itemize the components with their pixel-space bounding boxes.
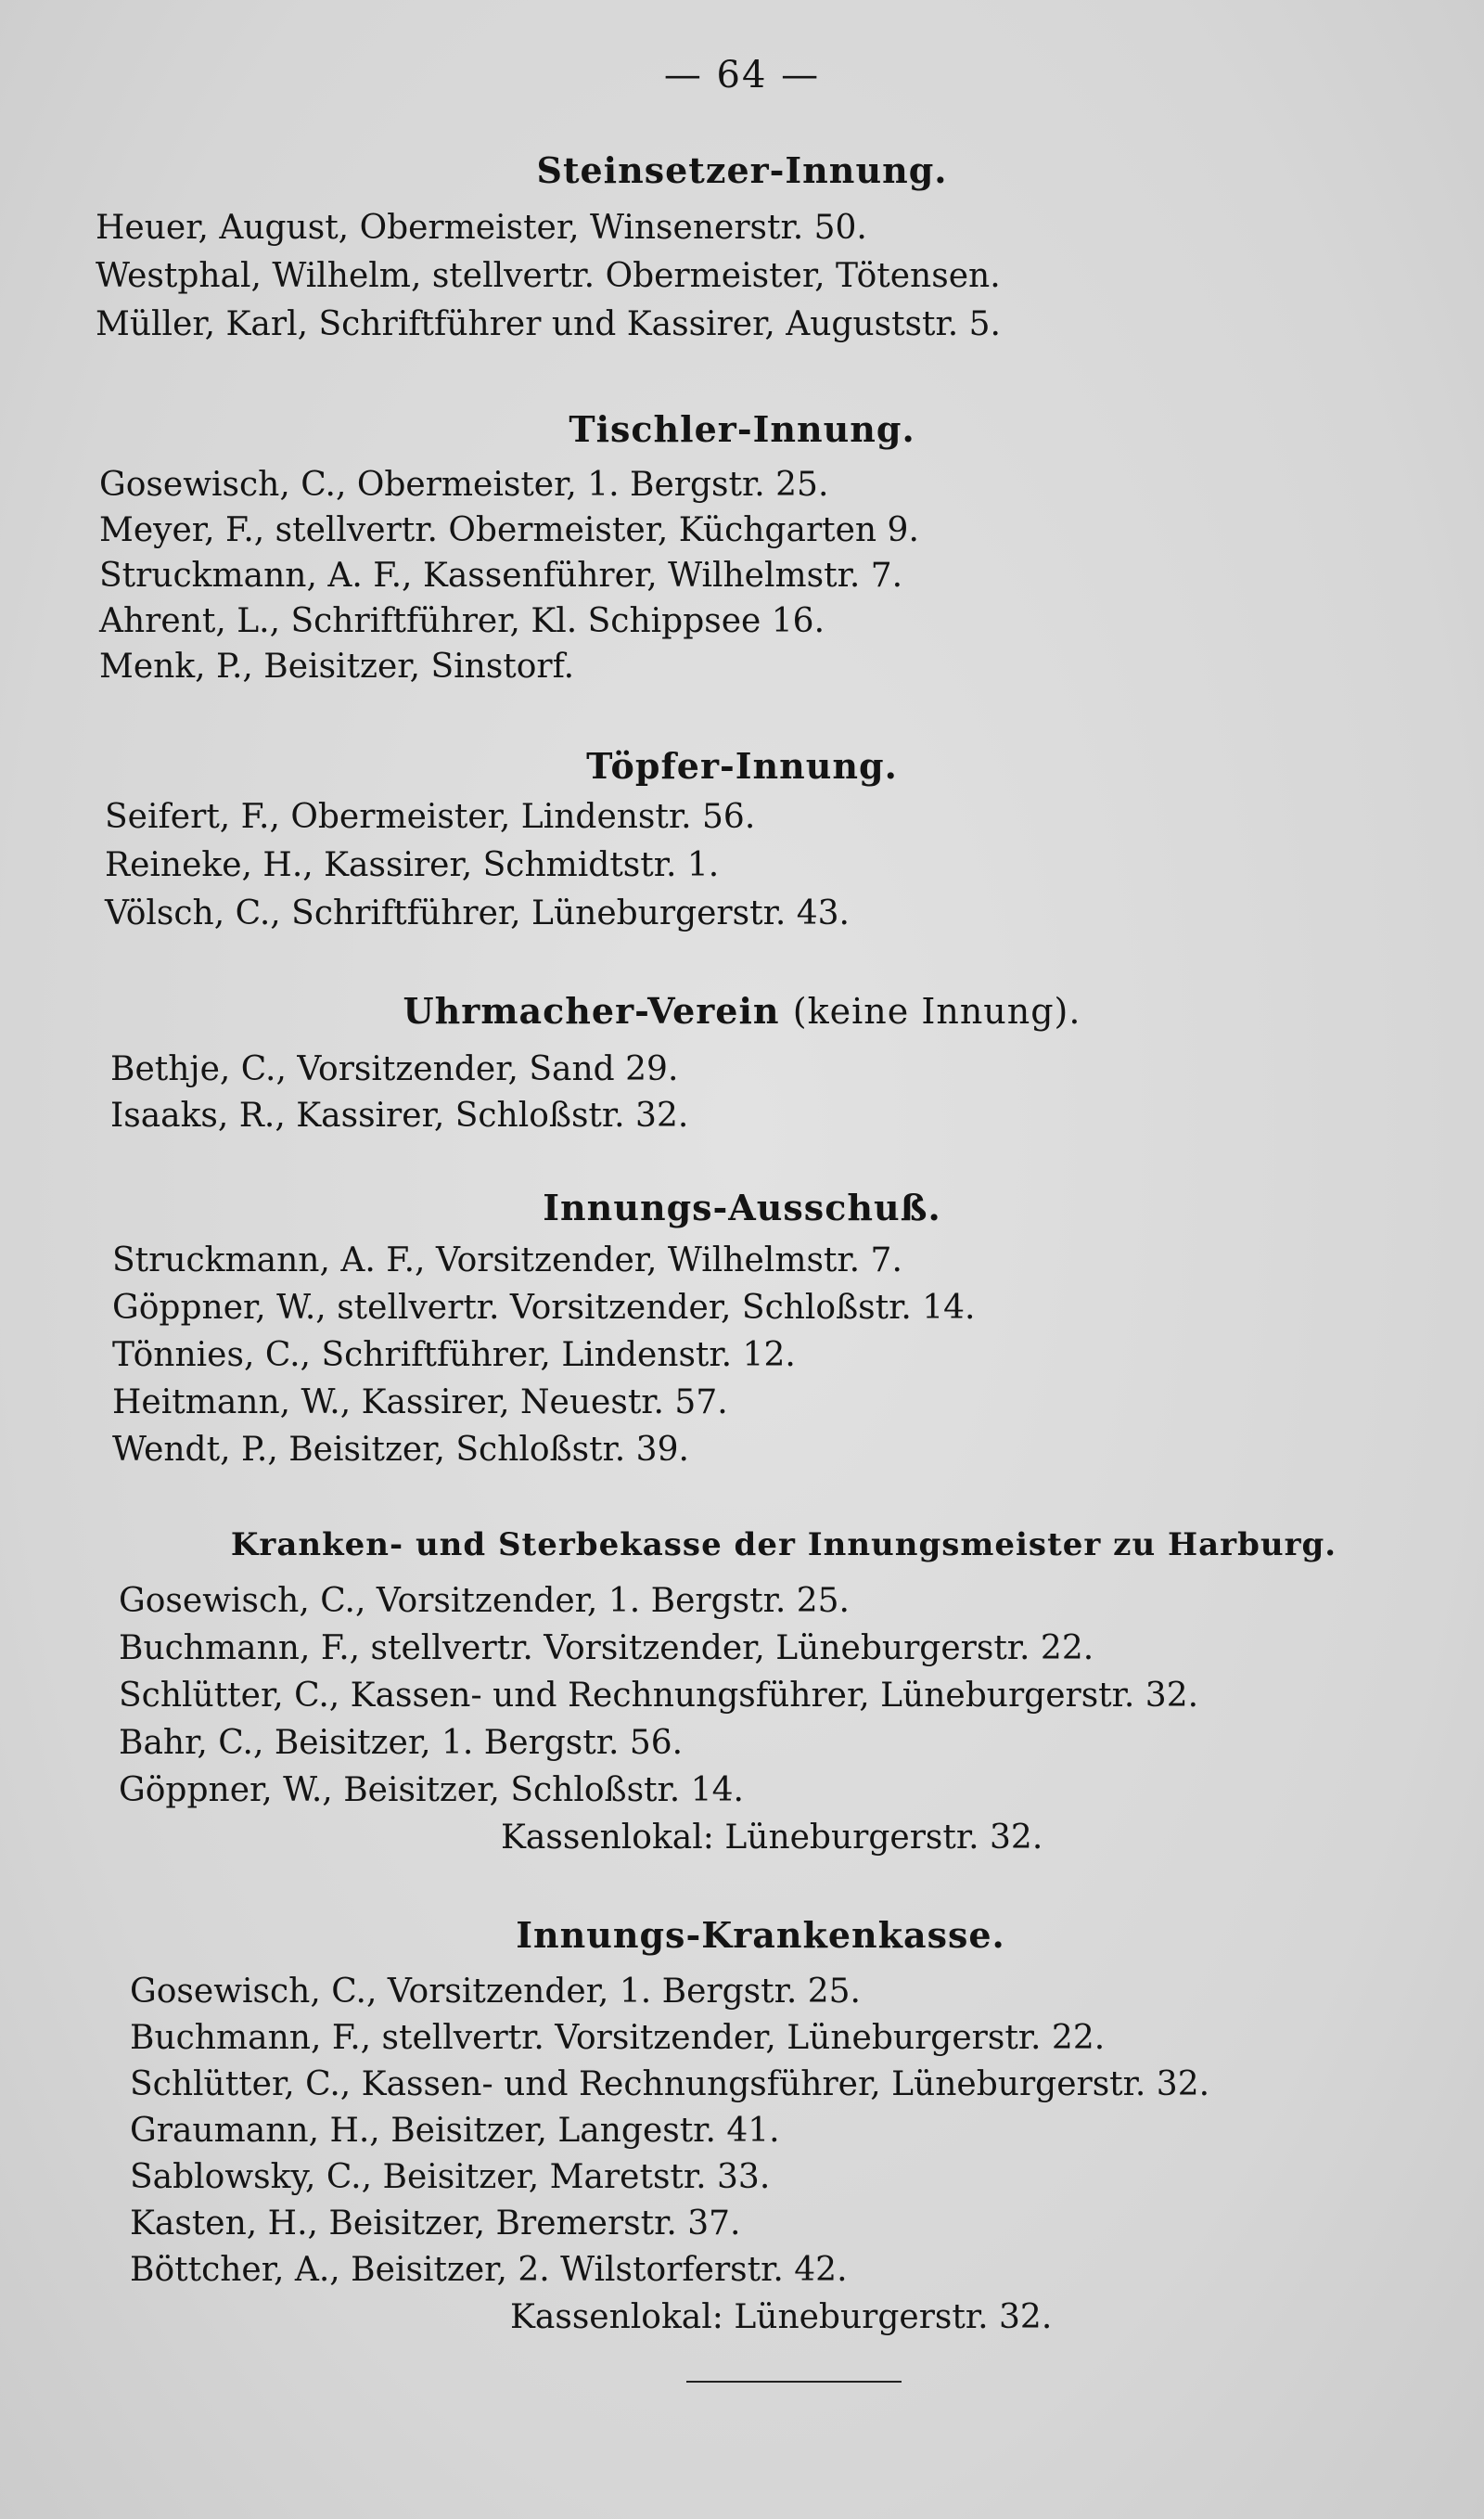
- list-item: Wendt, P., Beisitzer, Schloßstr. 39.: [112, 1431, 689, 1469]
- list-item: Gosewisch, C., Obermeister, 1. Bergstr. 25.: [99, 466, 829, 504]
- list-item: Gosewisch, C., Vorsitzender, 1. Bergstr. 25.: [130, 1973, 861, 2011]
- list-item: Müller, Karl, Schriftführer und Kassirer, Auguststr. 5.: [96, 305, 1001, 343]
- list-item: Schlütter, C., Kassen- und Rechnungsführer, Lüneburgerstr. 32.: [119, 1677, 1199, 1715]
- list-item: Böttcher, A., Beisitzer, 2. Wilstorferstr. 42.: [130, 2251, 848, 2289]
- section-kranken-und-sterbekasse: [0, 1521, 1484, 1569]
- end-divider: [686, 2381, 902, 2383]
- list-item: Isaaks, R., Kassirer, Schloßstr. 32.: [110, 1097, 689, 1135]
- section-heading: Tischler-Innung.: [569, 408, 915, 450]
- section-innungs-ausschuss: [0, 1184, 1484, 1232]
- section-tischler-innung: [0, 405, 1484, 454]
- list-item: Ahrent, L., Schriftführer, Kl. Schippsee 16.: [99, 602, 825, 640]
- section-toepfer-innung: [0, 742, 1484, 790]
- list-item: Buchmann, F., stellvertr. Vorsitzender, Lüneburgerstr. 22.: [130, 2019, 1106, 2057]
- list-item: Menk, P., Beisitzer, Sinstorf.: [99, 648, 575, 686]
- list-item: Seifert, F., Obermeister, Lindenstr. 56.: [105, 798, 756, 836]
- list-item: Meyer, F., stellvertr. Obermeister, Küchgarten 9.: [99, 511, 919, 549]
- section-heading: Steinsetzer-Innung.: [536, 149, 948, 191]
- page-number: — 64 —: [663, 54, 821, 96]
- list-item: Struckmann, A. F., Kassenführer, Wilhelmstr. 7.: [99, 557, 903, 595]
- list-item: Bahr, C., Beisitzer, 1. Bergstr. 56.: [119, 1724, 684, 1762]
- list-item: Bethje, C., Vorsitzender, Sand 29.: [110, 1050, 679, 1088]
- list-item: Sablowsky, C., Beisitzer, Maretstr. 33.: [130, 2158, 771, 2196]
- list-item: Heuer, August, Obermeister, Winsenerstr. 50.: [96, 209, 867, 247]
- section-innungs-krankenkasse: [0, 1911, 1484, 1960]
- section-steinsetzer-innung: [0, 147, 1484, 195]
- list-item: Struckmann, A. F., Vorsitzender, Wilhelmstr. 7.: [112, 1241, 902, 1279]
- section-heading-note: (keine Innung).: [792, 991, 1081, 1032]
- list-item: Göppner, W., Beisitzer, Schloßstr. 14.: [119, 1771, 744, 1809]
- section-uhrmacher-verein: [0, 987, 1484, 1035]
- list-item: Gosewisch, C., Vorsitzender, 1. Bergstr. 25.: [119, 1582, 850, 1620]
- list-item: Heitmann, W., Kassirer, Neuestr. 57.: [112, 1383, 728, 1421]
- section-heading: Kranken- und Sterbekasse der Innungsmeister zu Harburg.: [230, 1526, 1337, 1563]
- list-item: Tönnies, C., Schriftführer, Lindenstr. 12.: [112, 1336, 796, 1374]
- section-heading: Innungs-Ausschuß.: [543, 1187, 941, 1228]
- section-footer: Kassenlokal: Lüneburgerstr. 32.: [510, 2298, 1053, 2336]
- section-heading: Uhrmacher-Verein (keine Innung).: [403, 990, 1081, 1032]
- list-item: Völsch, C., Schriftführer, Lüneburgerstr. 43.: [105, 894, 850, 932]
- section-heading: Innungs-Krankenkasse.: [516, 1914, 1005, 1956]
- list-item: Reineke, H., Kassirer, Schmidtstr. 1.: [105, 846, 720, 884]
- list-item: Westphal, Wilhelm, stellvertr. Obermeister, Tötensen.: [96, 257, 1001, 295]
- section-footer: Kassenlokal: Lüneburgerstr. 32.: [501, 1819, 1043, 1857]
- list-item: Buchmann, F., stellvertr. Vorsitzender, Lüneburgerstr. 22.: [119, 1629, 1094, 1667]
- list-item: Kasten, H., Beisitzer, Bremerstr. 37.: [130, 2204, 741, 2243]
- list-item: Schlütter, C., Kassen- und Rechnungsführer, Lüneburgerstr. 32.: [130, 2065, 1210, 2103]
- list-item: Graumann, H., Beisitzer, Langestr. 41.: [130, 2112, 780, 2150]
- section-heading: Töpfer-Innung.: [586, 745, 898, 787]
- list-item: Göppner, W., stellvertr. Vorsitzender, Schloßstr. 14.: [112, 1289, 976, 1327]
